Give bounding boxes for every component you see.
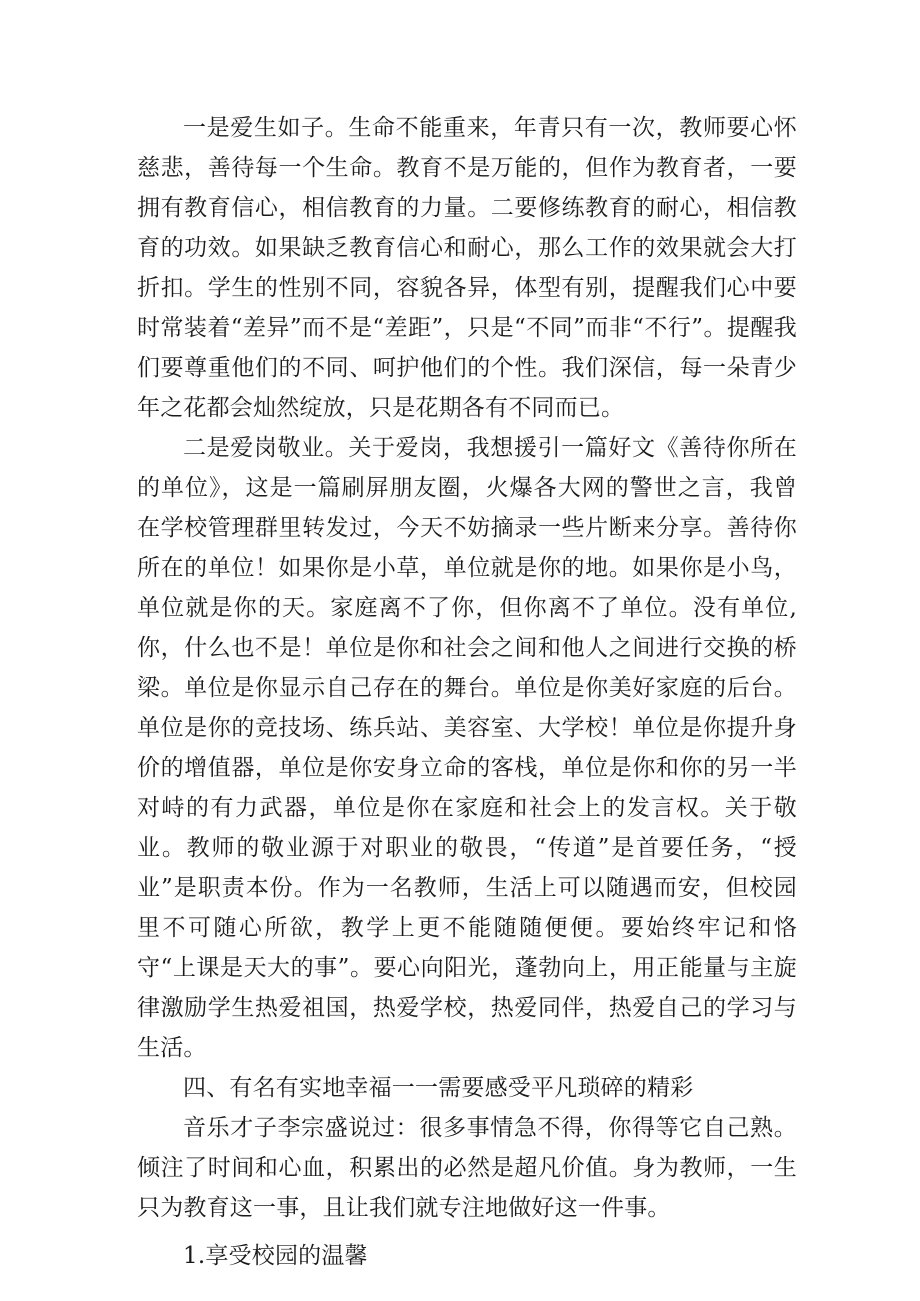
document-page xyxy=(137,108,797,1276)
paragraph-love-students: 一是爱生如子。生命不能重来，年青只有一次，教师要心怀慈悲，善待每一个生命。教育不是万能的，但作为教育者，一要拥有教育信心，相信教育的力量。二要修练教育的耐心，相信教育的功效。如果缺乏教育信心和耐心，那么工作的效果就会大打折扣。学生的性别不同，容貌各异，体型有别，提醒我们心中要时常装着“差异”而不是“差距”，只是“不同”而非“不行”。提醒我们要尊重他们的不同、呵护他们的个性。我们深信，每一朵青少年之花都会灿然绽放，只是花期各有不同而已。 xyxy=(137,115,797,421)
subheading: 1.享受校园的温馨 xyxy=(183,1243,368,1269)
section-heading: 四、有名有实地幸福一一需要感受平凡琐碎的精彩 xyxy=(183,1075,694,1101)
section-paragraph: 音乐才子李宗盛说过：很多事情急不得，你得等它自己熟。倾注了时间和心血，积累出的必然是超凡价值。身为教师，一生只为教育这一事，且让我们就专注地做好这一件事。 xyxy=(137,1115,797,1221)
paragraph-love-job: 二是爱岗敬业。关于爱岗，我想援引一篇好文《善待你所在的单位》，这是一篇刷屏朋友圈，火爆各大网的警世之言，我曾在学校管理群里转发过，今天不妨摘录一些片断来分享。善待你所在的单位！如果你是小草，单位就是你的地。如果你是小鸟，单位就是你的天。家庭离不了你，但你离不了单位。没有单位,你，什么也不是！单位是你和社会之间和他人之间进行交换的桥梁。单位是你显示自己存在的舞台。单位是你美好家庭的后台。单位是你的竞技场、练兵站、美容室、大学校！单位是你提升身价的增值器，单位是你安身立命的客栈，单位是你和你的另一半对峙的有力武器，单位是你在家庭和社会上的发言权。关于敬业。教师的敬业源于对职业的敬畏，“传道”是首要任务，“授业”是职责本份。作为一名教师，生活上可以随遇而安，但校园里不可随心所欲，教学上更不能随随便便。要始终牢记和恪守“上课是天大的事”。要心向阳光，蓬勃向上，用正能量与主旋律激励学生热爱祖国，热爱学校，热爱同伴，热爱自己的学习与生活。 xyxy=(137,435,797,1061)
